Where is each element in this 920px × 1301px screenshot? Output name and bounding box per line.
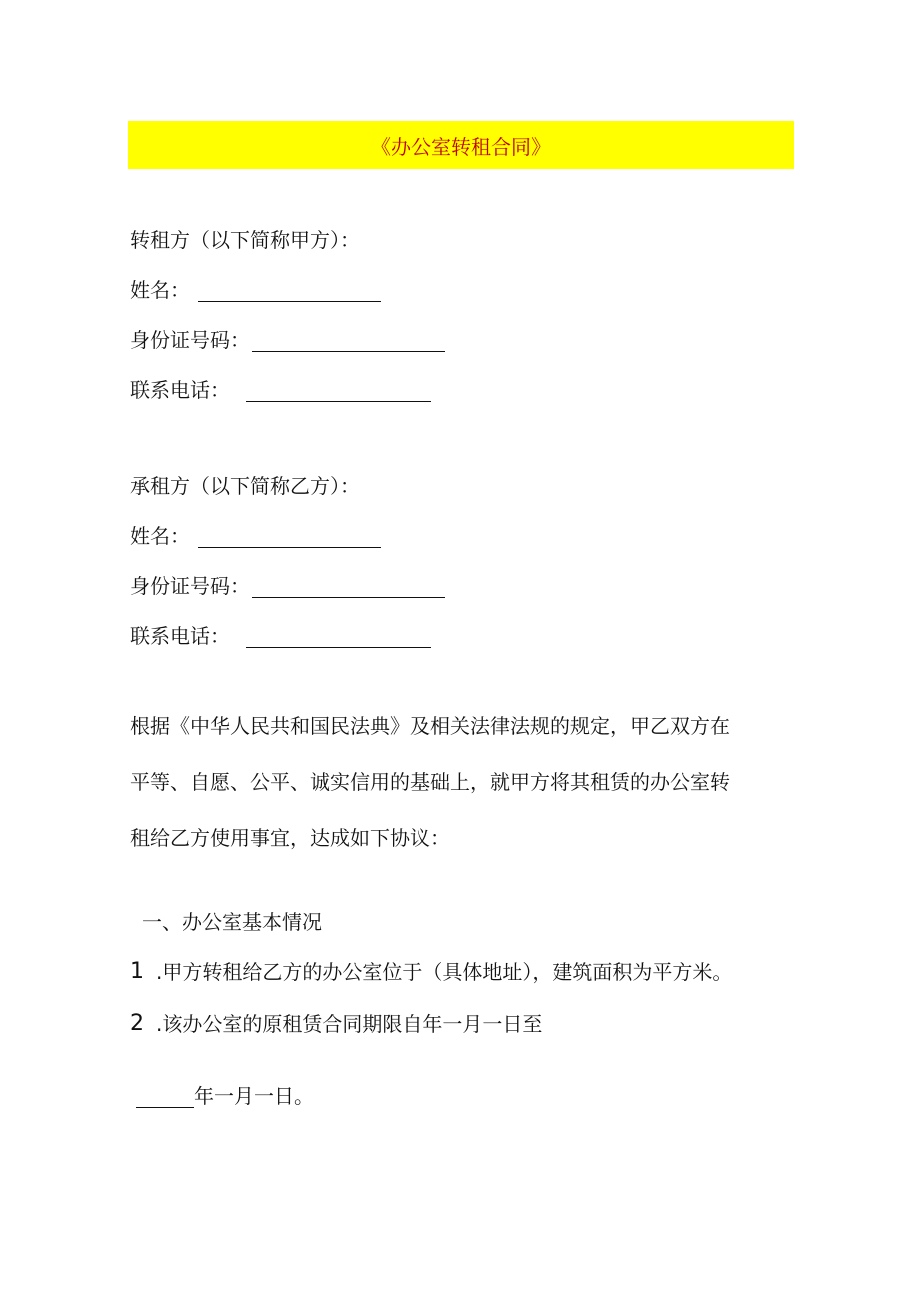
party-b-phone-blank bbox=[246, 627, 431, 648]
party-b-id-row bbox=[130, 574, 445, 598]
party-b-phone-row bbox=[130, 624, 431, 648]
party-a-id-row bbox=[130, 328, 445, 352]
party-a-heading: 转租方（以下简称甲方）： bbox=[130, 228, 360, 252]
item-number: 1 bbox=[130, 959, 152, 984]
party-a-name-label: 姓名： bbox=[130, 278, 190, 302]
title-banner bbox=[128, 121, 794, 169]
party-b-name-blank bbox=[198, 527, 381, 548]
party-a-id-label: 身份证号码： bbox=[130, 328, 250, 352]
section-1-item-2 bbox=[130, 1012, 542, 1036]
party-a-phone-blank bbox=[246, 381, 431, 402]
document-title: 《办公室转租合同》 bbox=[371, 134, 551, 159]
party-b-name-label: 姓名： bbox=[130, 524, 190, 548]
party-b-id-label: 身份证号码： bbox=[130, 574, 250, 598]
party-a-phone-row bbox=[130, 378, 431, 402]
party-a-name-blank bbox=[198, 281, 381, 302]
item-number: 2 bbox=[130, 1011, 152, 1036]
party-b-id-blank bbox=[252, 577, 445, 598]
preamble-line: 平等、自愿、公平、诚实信用的基础上，就甲方将其租赁的办公室转 bbox=[130, 770, 730, 794]
party-a-phone-label: 联系电话： bbox=[130, 378, 230, 402]
preamble-line: 租给乙方使用事宜，达成如下协议： bbox=[130, 826, 450, 850]
item-text: .该办公室的原租赁合同期限自年一月一日至 bbox=[156, 1012, 543, 1036]
party-b-heading: 承租方（以下简称乙方）： bbox=[130, 474, 360, 498]
party-a-id-blank bbox=[252, 331, 445, 352]
party-a-name-row bbox=[130, 278, 381, 302]
party-b-phone-label: 联系电话： bbox=[130, 624, 230, 648]
item-text: .甲方转租给乙方的办公室位于（具体地址），建筑面积为平方米。 bbox=[156, 960, 733, 984]
section-1-heading: 一、办公室基本情况 bbox=[142, 910, 322, 934]
party-b-name-row bbox=[130, 524, 381, 548]
year-blank bbox=[136, 1085, 194, 1108]
item-continuation-text: 年一月一日。 bbox=[194, 1084, 314, 1108]
section-1-item-1 bbox=[130, 960, 732, 984]
preamble-line: 根据《中华人民共和国民法典》及相关法律法规的规定，甲乙双方在 bbox=[130, 714, 730, 738]
section-1-item-2-continuation bbox=[136, 1084, 314, 1108]
